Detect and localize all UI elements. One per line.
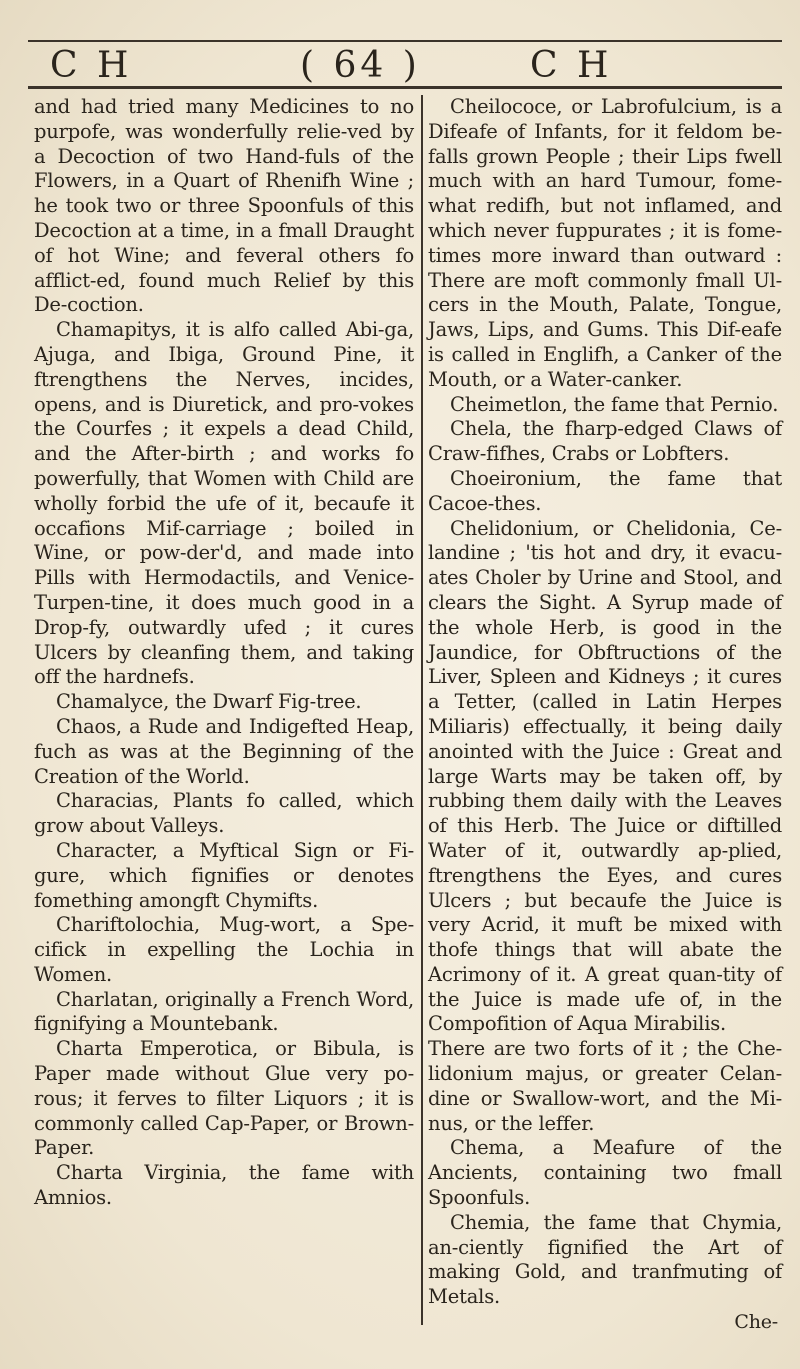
left-column [34,95,414,1355]
running-header [40,46,780,86]
entry-two-sorts: There are two forts of it ; the Che-lidonium majus, or greater Celan-dine or Swallow-wort, and the Mi-nus, or the leffer. [428,1037,782,1135]
entry-charta-virginia: Charta Virginia, the fame with Amnios. [34,1161,414,1210]
entry-cheilococe: Cheilococe, or Labrofulcium, is a Difeafe of Infants, for it feldom be-falls grown People ; their Lips fwell much with an hard Tumour, fome-what redifh, but not inflamed, and which never fuppurates ; it is fome-times more inward than outward : There are moft commonly fmall Ul-cers in the Mouth, Palate, Tongue, Jaws, Lips, and Gums. This Dif-eafe is called in Englifh, a Canker of the Mouth, or a Water-canker. [428,95,782,391]
entry-chamapitys: Chamapitys, it is alfo called Abi-ga, Ajuga, and Ibiga, Ground Pine, it ftrengthens the Nerves, incides, opens, and is Diuretick, and pro-vokes the Courfes ; it expels a dead Child, and the After-birth ; and works fo powerfully, that Women with Child are wholly forbid the ufe of it, becaufe it occafions Mif-carriage ; boiled in Wine, or pow-der'd, and made into Pills with Hermodactils, and Venice-Turpen-tine, it does much good in a Drop-fy, outwardly ufed ; it cures Ulcers by cleanfing them, and taking off the hardnefs. [34,318,414,689]
entry-chariftolochia: Chariftolochia, Mug-wort, a Spe-cifick in expelling the Lochia in Women. [34,913,414,986]
column-divider [421,95,423,1325]
catchword: Che- [734,1311,778,1334]
header-rule-bottom [28,86,782,89]
entry-charlatan: Charlatan, originally a French Word, fignifying a Mountebank. [34,987,414,1036]
header-rule-top [28,40,782,42]
entry-chelidonium: Chelidonium, or Chelidonia, Ce-landine ; 'tis hot and dry, it evacu-ates Choler by Urine and Stool, and clears the Sight. A Syrup made of the whole Herb, is good in the Jaundice, for Obftructions of the Liver, Spleen and Kidneys ; it cures a Tetter, (called in Latin Herpes Miliaris) effectually, it being daily anointed with the Juice : Great and large Warts may be taken off, by rubbing them daily with the Leaves of this Herb. The Juice or diftilled Water of it, outwardly ap-plied, ftrengthens the Eyes, and cures Ulcers ; but becaufe the Juice is very Acrid, it muft be mixed with thofe things that will abate the Acrimony of it. A great quan-tity of the Juice is made ufe of, in the Compofition of Aqua Mirabilis. [428,516,782,1036]
entry-character: Character, a Myftical Sign or Fi-gure, which fignifies or denotes fomething amongft Chymifts. [34,838,414,912]
header-right: C H [530,45,613,86]
entry-chema: Chema, a Meafure of the Ancients, containing two fmall Spoonfuls. [428,1136,782,1210]
page-number: ( 64 ) [300,45,421,86]
entry-chela: Chela, the fharp-edged Claws of Craw-fifhes, Crabs or Lobfters. [428,417,782,466]
entry-characias: Characias, Plants fo called, which grow about Valleys. [34,789,414,838]
header-left: C H [50,45,133,86]
entry-chamalyce: Chamalyce, the Dwarf Fig-tree. [56,690,362,714]
entry-chaos: Chaos, a Rude and Indigefted Heap, fuch as was at the Beginning of the Creation of the World. [34,714,414,788]
entry-cheimetlon: Cheimetlon, the fame that Pernio. [450,392,779,416]
entry-choeironium: Choeironium, the fame that Cacoe-thes. [428,466,782,515]
entry-chemia: Chemia, the fame that Chymia, an-ciently fignified the Art of making Gold, and tranfmuting of Metals. [428,1210,782,1309]
entry-charta-emperotica: Charta Emperotica, or Bibula, is Paper made without Glue very po-rous; it ferves to filter Liquors ; it is commonly called Cap-Paper, or Brown-Paper. [34,1037,414,1160]
entry-paragraph: and had tried many Medicines to no purpofe, was wonderfully relie-ved by a Decoction of two Hand-fuls of the Flowers, in a Quart of Rhenifh Wine ; he took two or three Spoonfuls of this Decoction at a time, in a fmall Draught of hot Wine; and feveral others fo afflict-ed, found much Relief by this De-coction. [34,95,414,317]
right-column [428,95,782,1355]
